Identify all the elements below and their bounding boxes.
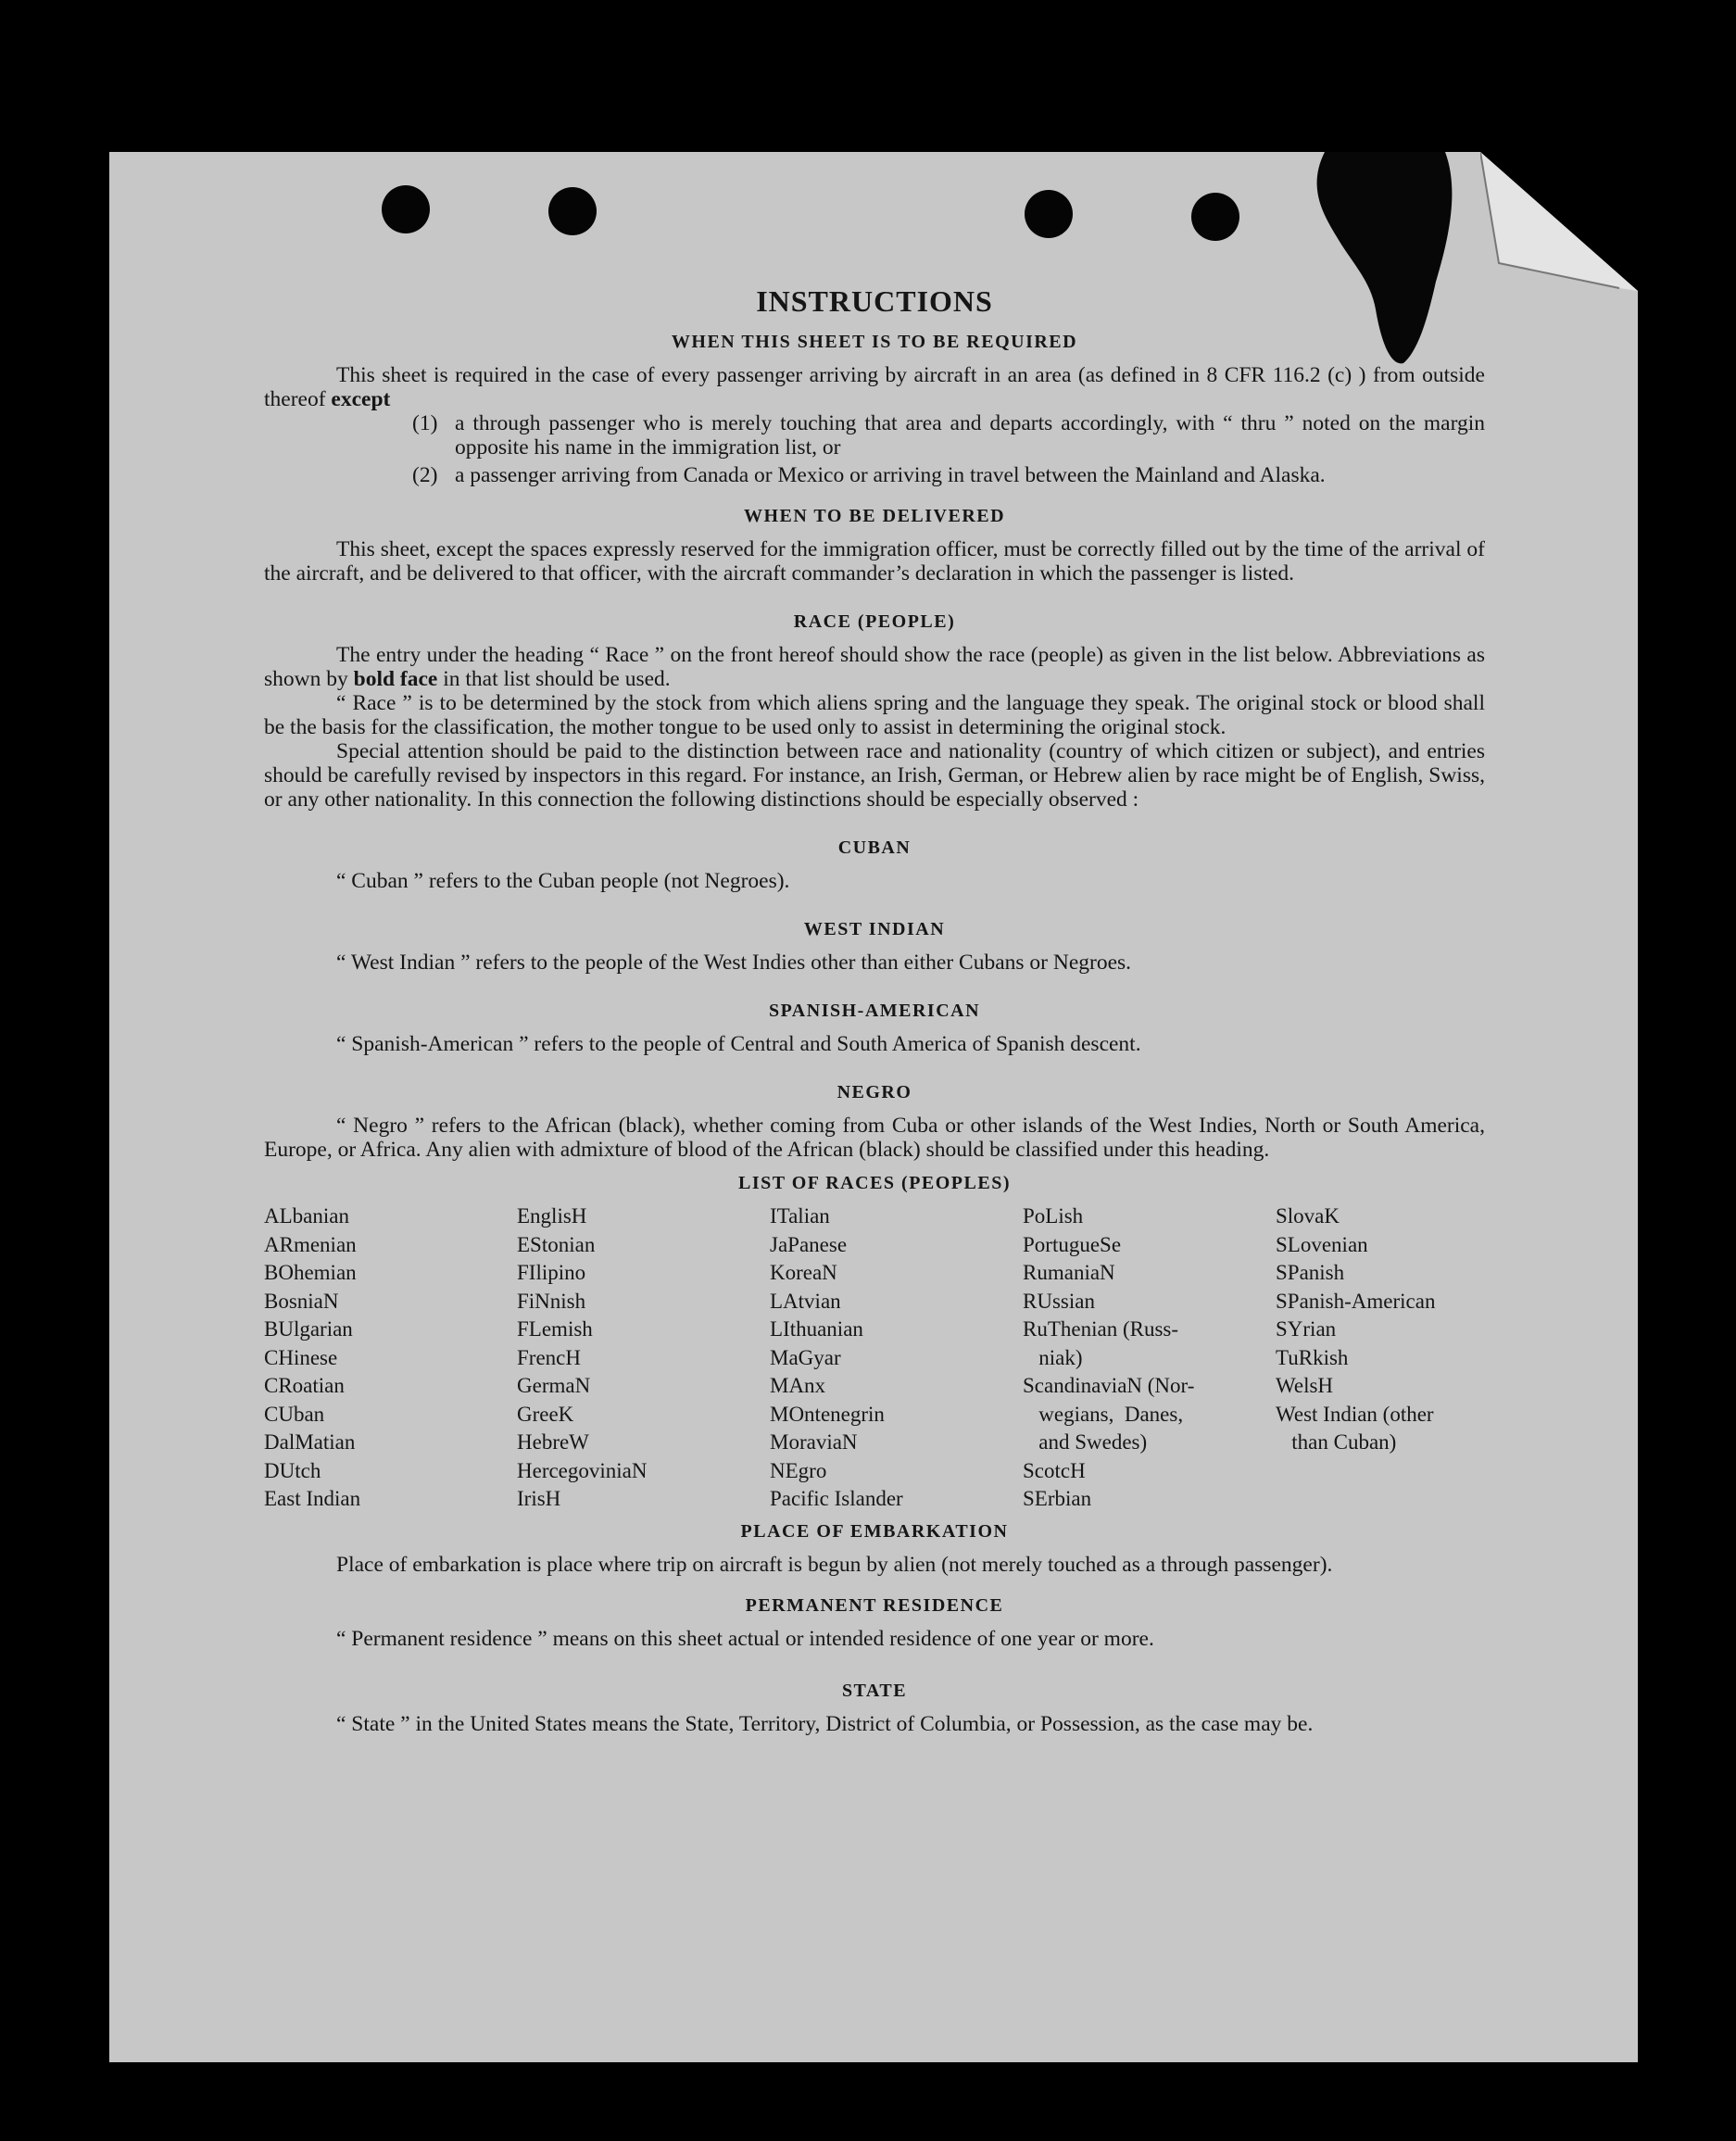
section-heading: LIST OF RACES (PEOPLES)	[737, 1173, 1011, 1193]
list-item: and Swedes)	[1023, 1430, 1148, 1454]
list-item: Pacific Islander	[770, 1487, 903, 1510]
punch-hole	[548, 187, 597, 235]
list-item: HercegoviniaN	[517, 1458, 648, 1482]
list-item: PoLish	[1023, 1204, 1084, 1228]
list-item: RumaniaN	[1023, 1261, 1115, 1284]
list-item: FrencH	[517, 1345, 581, 1369]
instructions-content	[264, 278, 1485, 1736]
punch-hole	[382, 185, 430, 233]
list-item: MaGyar	[770, 1345, 841, 1369]
paragraph: “ Race ” is to be determined by the stock from which aliens spring and the language they speak. The original stock or blood shall be the basis for the classification, the mother tongue to be used only to assist in determining the original stock.	[264, 691, 1485, 739]
punch-hole	[1191, 193, 1239, 241]
list-item: WelsH	[1276, 1374, 1334, 1397]
section-heading: NEGRO	[837, 1082, 912, 1102]
list-item: MOntenegrin	[770, 1402, 885, 1426]
list-item: EStonian	[517, 1232, 596, 1256]
paragraph: “ Spanish-American ” refers to the people of Central and South America of Spanish descent.	[336, 1032, 1141, 1056]
list-item: niak)	[1023, 1345, 1083, 1369]
list-item: CHinese	[264, 1345, 338, 1369]
paragraph: The entry under the heading “ Race ” on the front hereof should show the race (people) as given in the list below. Abbreviations as shown by bold face in that list should be used.	[264, 643, 1485, 691]
list-item: CRoatian	[264, 1374, 345, 1397]
list-item: KoreaN	[770, 1261, 837, 1284]
paragraph: “ Negro ” refers to the African (black), whether coming from Cuba or other islands of the West Indies, North or South America, Europe, or Africa. Any alien with admixture of blood of the African (black) should be classified under this heading.	[264, 1114, 1485, 1162]
list-item: TuRkish	[1276, 1345, 1349, 1369]
list-item: NEgro	[770, 1458, 827, 1482]
list-item: BOhemian	[264, 1261, 357, 1284]
list-item: RuThenian (Russ-	[1023, 1317, 1179, 1341]
section-heading: RACE (PEOPLE)	[793, 611, 956, 632]
race-column	[517, 1203, 770, 1514]
list-item: PortugueSe	[1023, 1232, 1122, 1256]
list-item: EnglisH	[517, 1204, 587, 1228]
list-item: LAtvian	[770, 1289, 841, 1313]
list-item: (2) a passenger arriving from Canada or Mexico or arriving in travel between the Mainland and Alaska.	[412, 463, 1326, 487]
section-heading: SPANISH-AMERICAN	[768, 1001, 981, 1021]
list-item: FiNnish	[517, 1289, 586, 1313]
list-item: SLovenian	[1276, 1232, 1368, 1256]
race-column	[1023, 1203, 1276, 1514]
list-item: FIlipino	[517, 1261, 586, 1284]
list-item: CUban	[264, 1402, 325, 1426]
list-item: than Cuban)	[1276, 1430, 1397, 1454]
list-item: SPanish-American	[1276, 1289, 1436, 1313]
list-item: MoraviaN	[770, 1430, 858, 1454]
paragraph: This sheet, except the spaces expressly reserved for the immigration officer, must be correctly filled out by the time of the arrival of the aircraft, and be delivered to that officer, with the aircraft commander’s declaration in which the passenger is listed.	[264, 537, 1485, 586]
list-item: SYrian	[1276, 1317, 1337, 1341]
list-item: ALbanian	[264, 1204, 349, 1228]
list-item: RUssian	[1023, 1289, 1095, 1313]
list-item: GreeK	[517, 1402, 574, 1426]
list-item: (1) a through passenger who is merely touching that area and departs accordingly, with “ thru ” noted on the margin opposite his name in the immigration list, or	[412, 411, 1485, 460]
section-heading: WHEN TO BE DELIVERED	[743, 506, 1006, 526]
list-item: SlovaK	[1276, 1204, 1340, 1228]
paragraph: This sheet is required in the case of every passenger arriving by aircraft in an area (as defined in 8 CFR 116.2 (c) ) from outside thereof except	[264, 363, 1485, 411]
section-heading: CUBAN	[837, 838, 912, 858]
paragraph: “ West Indian ” refers to the people of the West Indies other than either Cubans or Negroes.	[336, 951, 1132, 975]
section-heading: PLACE OF EMBARKATION	[740, 1520, 1009, 1542]
list-item: FLemish	[517, 1317, 593, 1341]
list-item: ARmenian	[264, 1232, 357, 1256]
race-column	[770, 1203, 1023, 1514]
list-item: HebreW	[517, 1430, 589, 1454]
race-list	[264, 1203, 1485, 1514]
race-column	[264, 1203, 517, 1514]
folded-corner	[1480, 152, 1638, 291]
punch-hole	[1025, 190, 1073, 238]
list-item: SPanish	[1276, 1261, 1345, 1284]
list-item: DUtch	[264, 1458, 321, 1482]
paragraph: “ Cuban ” refers to the Cuban people (not Negroes).	[336, 869, 790, 893]
list-item: LIthuanian	[770, 1317, 863, 1341]
section-heading: STATE	[841, 1680, 908, 1701]
list-item: GermaN	[517, 1374, 591, 1397]
paragraph: “ State ” in the United States means the State, Territory, District of Columbia, or Possession, as the case may be.	[336, 1711, 1314, 1736]
paragraph: Place of embarkation is place where trip on aircraft is begun by alien (not merely touched as a through passenger).	[336, 1552, 1333, 1577]
list-item: BosniaN	[264, 1289, 339, 1313]
section-heading: PERMANENT RESIDENCE	[745, 1594, 1004, 1616]
list-item: MAnx	[770, 1374, 826, 1397]
list-item: ScotcH	[1023, 1458, 1086, 1482]
list-item: DalMatian	[264, 1430, 356, 1454]
list-item: SErbian	[1023, 1487, 1092, 1510]
list-item: ScandinaviaN (Nor-	[1023, 1374, 1195, 1397]
list-item: BUlgarian	[264, 1317, 353, 1341]
paragraph: “ Permanent residence ” means on this sheet actual or intended residence of one year or more.	[336, 1626, 1154, 1651]
section-heading: WEST INDIAN	[803, 919, 946, 939]
list-item: IrisH	[517, 1487, 561, 1510]
list-item: ITalian	[770, 1204, 830, 1228]
race-column	[1276, 1203, 1485, 1514]
list-item: JaPanese	[770, 1232, 848, 1256]
list-item: West Indian (other	[1276, 1402, 1434, 1426]
section-heading: WHEN THIS SHEET IS TO BE REQUIRED	[671, 332, 1078, 352]
list-item: wegians, Danes,	[1023, 1402, 1184, 1426]
page-title: INSTRUCTIONS	[756, 284, 993, 318]
list-item: East Indian	[264, 1487, 361, 1510]
paragraph: Special attention should be paid to the distinction between race and nationality (country of which citizen or subject), and entries should be carefully revised by inspectors in this regard. For instance, an Irish, German, or Hebrew alien by race might be of English, Swiss, or any other nationality. In this connection the following distinctions should be especially observed :	[264, 739, 1485, 812]
